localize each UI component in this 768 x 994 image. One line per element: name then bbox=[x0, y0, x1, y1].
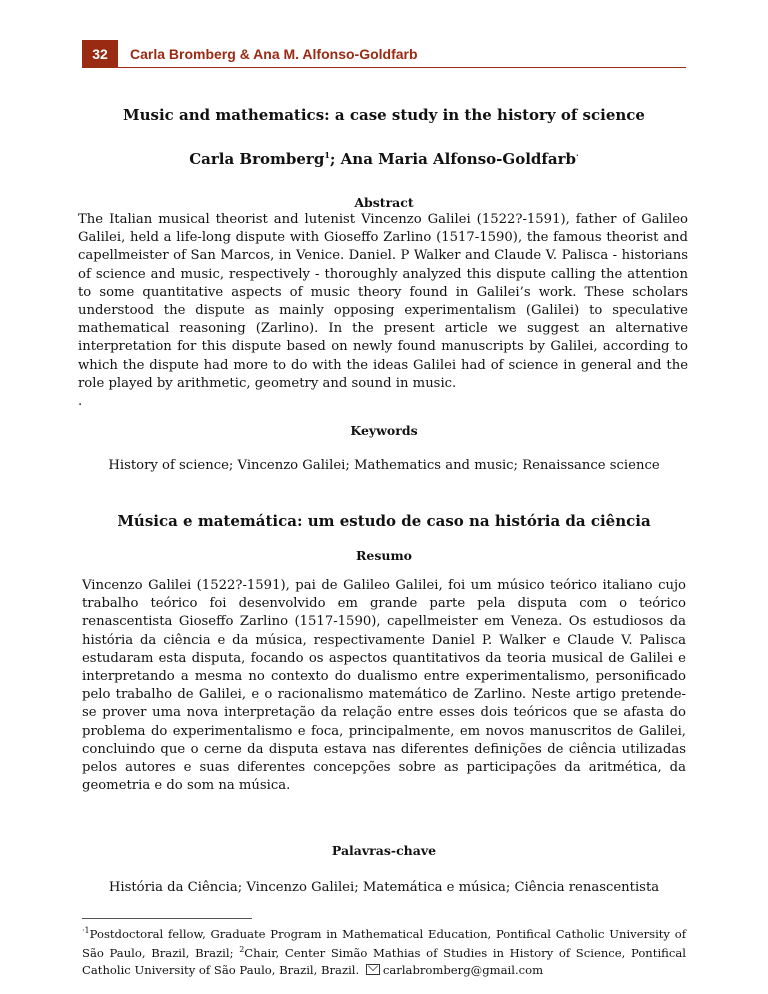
header-rule bbox=[118, 67, 686, 68]
author-sup-2: · bbox=[575, 150, 579, 160]
author-line bbox=[0, 150, 768, 168]
abstract-body: The Italian musical theorist and lutenist Vincenzo Galilei (1522?-1591), father of Galileo Galilei, held a life-long dispute with Gioseffo Zarlino (1517-1590), the famous theorist and capellmeister of San Marcos, in Venice. Daniel. P Walker and Claude V. Palisca - historians of science and music, respectively - thoroughly analyzed this dispute calling the attention to some quantitative aspects of music theory found in Galilei’s work. These scholars understood the dispute as mainly opposing experimentalism (Galilei) to speculative mathematical reasoning (Zarlino). In the present article we suggest an alternative interpretation for this dispute based on newly found manuscripts by Galilei, according to which the dispute had more to do with the ideas Galilei had of science in general and the role played by arithmetic, geometry and sound in music. bbox=[78, 212, 688, 391]
palavras-text: História da Ciência; Vincenzo Galilei; Matemática e música; Ciência renascentista bbox=[108, 880, 660, 895]
footnote-sup-2: 2 bbox=[239, 945, 245, 955]
article-title-pt: Música e matemática: um estudo de caso na história da ciência bbox=[117, 512, 651, 530]
footnote-affiliation-1: Postdoctoral fellow, Graduate Program in Mathematical Education, Pontifical Catholic University of São Paulo, Brazil, Brazil; bbox=[82, 926, 686, 961]
abstract-heading: Abstract bbox=[354, 195, 414, 210]
footnote-rule bbox=[82, 918, 252, 919]
footnote-email[interactable]: carlabromberg@gmail.com bbox=[382, 962, 544, 977]
resumo-text: Vincenzo Galilei (1522?-1591), pai de Galileo Galilei, foi um músico teórico italiano cujo trabalho teórico foi desenvolvido em grande parte pela disputa com o teórico renascentista Gioseffo Zarlino (1517-1590), capellmeister em Veneza. Os estudiosos da história da ciência e da música, respectivamente Daniel P. Walker e Claude V. Palisca estudaram esta disputa, focando os aspectos quantitativos da teoria musical de Galilei e interpretando a mesma no contexto do dualismo entre experimentalismo, personificado pelo trabalho de Galilei, e o racionalismo matemático de Zarlino. Neste artigo pretende-se prover uma nova interpretação da relação entre esses dois teóricos que se afasta do problema do experimentalismo e foca, principalmente, em novos manuscritos de Galilei, concluindo que o cerne da disputa estava nas diferentes definições de ciência utilizadas pelos autores e suas diferentes concepções sobre as participações da aritmética, da geometria e do som na música. bbox=[82, 578, 686, 794]
author-sup-1: 1 bbox=[324, 150, 330, 160]
author-name-1: Carla Bromberg bbox=[189, 150, 325, 168]
footnote-marker: · bbox=[82, 926, 85, 935]
running-header bbox=[82, 40, 686, 68]
page-number: 32 bbox=[82, 40, 118, 68]
footnote-sup-1: 1 bbox=[84, 926, 90, 935]
footnote bbox=[82, 923, 686, 978]
keywords-heading: Keywords bbox=[350, 423, 418, 438]
abstract-trailing-dot: . bbox=[78, 394, 83, 410]
author-name-2: ; Ana Maria Alfonso-Goldfarb bbox=[329, 150, 576, 168]
resumo-heading: Resumo bbox=[355, 548, 413, 563]
envelope-icon bbox=[366, 964, 380, 975]
keywords-text: History of science; Vincenzo Galilei; Mathematics and music; Renaissance science bbox=[108, 458, 660, 473]
footnote-affiliation-2: Chair, Center Simão Mathias of Studies in History of Science, Pontifical Catholic University of São Paulo, Brazil, Brazil. bbox=[82, 946, 686, 977]
running-title: Carla Bromberg & Ana M. Alfonso-Goldfarb bbox=[130, 46, 418, 62]
article-title-en: Music and mathematics: a case study in the history of science bbox=[123, 106, 645, 124]
abstract-text bbox=[78, 211, 688, 411]
palavras-heading: Palavras-chave bbox=[331, 843, 437, 858]
